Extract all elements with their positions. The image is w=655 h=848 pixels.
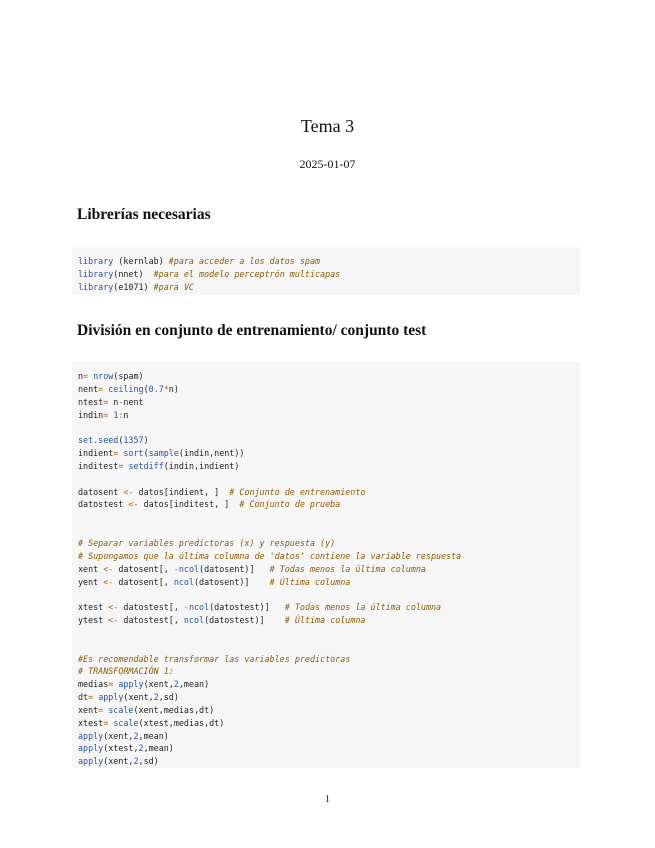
code-line — [78, 498, 574, 511]
code-token: apply — [118, 679, 144, 690]
code-token: datosent[, — [113, 563, 174, 574]
code-token: = — [118, 460, 124, 471]
code-token: medias — [78, 679, 109, 690]
code-token: set.seed — [78, 435, 119, 446]
code-line — [78, 665, 574, 678]
code-token: nrow — [93, 371, 114, 381]
code-token: setdiff — [128, 460, 164, 471]
code-comment: #para acceder a los datos spam — [168, 256, 321, 266]
code-token: 2 — [133, 756, 139, 767]
code-token: inditest — [78, 460, 119, 471]
code-token: n — [78, 371, 84, 381]
code-token: <- — [108, 615, 119, 626]
code-comment: # Conjunto de entrenamiento — [229, 486, 366, 497]
code-token: <- — [123, 486, 134, 497]
code-comment: #para VC — [153, 281, 194, 292]
code-token: (xent, — [123, 692, 154, 703]
code-token: datostest[, — [118, 615, 184, 626]
code-token: ncol — [188, 602, 210, 613]
code-line — [78, 255, 574, 268]
code-token: (datostest)] — [204, 615, 285, 626]
code-line — [78, 627, 574, 640]
code-token: 1 — [113, 409, 119, 420]
code-line — [78, 653, 574, 666]
code-line — [78, 678, 574, 691]
code-comment: # Todas menos la última columna — [284, 602, 442, 613]
code-token: = — [98, 704, 104, 715]
code-token: (datosent)] — [199, 563, 270, 574]
code-token: datostest[, — [118, 602, 184, 613]
code-token: datosent[, — [113, 576, 174, 587]
code-token: n — [123, 409, 129, 420]
document-title: Tema 3 — [300, 116, 355, 136]
code-comment: # Todas menos la última columna — [269, 563, 426, 574]
code-line — [78, 576, 574, 589]
code-token: (datosent)] — [194, 576, 270, 587]
code-token: (e1071) — [113, 281, 154, 292]
code-token: xtest — [78, 602, 109, 613]
code-token: dt — [78, 692, 89, 703]
code-token: <- — [103, 563, 114, 574]
code-token: ncol — [173, 576, 194, 587]
code-token: ceiling — [108, 383, 144, 394]
code-line — [78, 563, 574, 576]
code-token: datosent — [78, 486, 124, 497]
code-line — [78, 742, 574, 755]
code-token: ( — [143, 383, 149, 394]
code-token: ( — [143, 448, 149, 459]
code-line — [78, 550, 574, 563]
code-token: (nnet) — [113, 268, 154, 279]
code-token: datos[indient, ] — [133, 486, 230, 497]
code-token: = — [83, 371, 89, 381]
code-token: ( — [118, 435, 124, 446]
code-token: nent — [123, 396, 144, 407]
code-comment: #Es recomendable transformar las variables predictoras — [78, 653, 351, 664]
code-line — [78, 370, 574, 383]
code-token: (xent,medias,dt) — [133, 704, 215, 715]
code-token: ncol — [183, 615, 205, 626]
code-line — [78, 486, 574, 499]
code-token: sort — [123, 448, 144, 459]
code-token: library — [78, 268, 114, 279]
code-token: library — [78, 256, 114, 266]
code-token: = — [103, 717, 109, 728]
code-token: ,mean) — [138, 730, 169, 741]
code-token: - — [173, 563, 179, 574]
code-line — [78, 511, 574, 524]
code-token: library — [78, 281, 114, 292]
code-token: apply — [78, 756, 104, 767]
code-token: : — [118, 409, 124, 420]
code-line — [78, 691, 574, 704]
code-token: 2 — [153, 692, 159, 703]
code-line — [78, 396, 574, 409]
code-token: xtest — [78, 717, 104, 728]
code-token: ntest — [78, 396, 104, 407]
code-line — [78, 447, 574, 460]
code-token: (indin,indient) — [163, 460, 240, 471]
code-token: ytest — [78, 615, 109, 626]
code-line — [78, 601, 574, 614]
code-comment: # Última columna — [269, 576, 351, 587]
code-token: = — [113, 448, 119, 459]
code-line — [78, 460, 574, 473]
code-token: (kernlab) — [113, 256, 169, 266]
code-token: (datostest)] — [209, 602, 285, 613]
code-token: 1357 — [123, 435, 144, 446]
code-line — [78, 383, 574, 396]
code-comment: # Separar variables predictoras (x) y respuesta (y) — [78, 537, 336, 548]
code-token: ,sd) — [158, 692, 179, 703]
code-line — [78, 281, 574, 294]
code-token: apply — [98, 692, 124, 703]
code-token: = — [108, 679, 114, 690]
code-token: (xent, — [103, 730, 134, 741]
code-token: (spam) — [113, 371, 144, 381]
code-line — [78, 421, 574, 434]
code-token: indin — [78, 409, 104, 420]
code-block-division — [72, 362, 580, 768]
code-comment: # Conjunto de prueba — [239, 499, 341, 510]
code-comment: # TRANSFORMACIÓN 1: — [78, 666, 174, 677]
section-heading-division: División en conjunto de entrenamiento/ conjunto test — [77, 322, 427, 339]
code-comment: # Última columna — [284, 615, 366, 626]
code-token: (xtest,medias,dt) — [138, 717, 225, 728]
code-token: 2 — [173, 679, 179, 690]
code-line — [78, 717, 574, 730]
code-token: sample — [148, 448, 179, 459]
code-line — [78, 434, 574, 447]
section-heading-librerias: Librerías necesarias — [77, 206, 211, 223]
code-token: n — [108, 396, 119, 407]
code-token: - — [183, 602, 189, 613]
code-token: * — [163, 383, 169, 394]
code-token: xent — [78, 704, 99, 715]
code-token: ncol — [178, 563, 200, 574]
code-token: datos[inditest, ] — [138, 499, 240, 510]
code-token: = — [98, 383, 104, 394]
code-token: = — [88, 692, 94, 703]
code-token: ,mean) — [143, 743, 174, 754]
code-token: datostest — [78, 499, 129, 510]
code-token: 2 — [133, 730, 139, 741]
code-line — [78, 268, 574, 281]
code-token: n) — [168, 383, 179, 394]
code-line — [78, 473, 574, 486]
code-line — [78, 588, 574, 601]
document-date: 2025-01-07 — [299, 157, 356, 171]
code-token: apply — [78, 730, 104, 741]
code-block-librerias — [72, 247, 580, 295]
code-token: <- — [108, 602, 119, 613]
code-line — [78, 730, 574, 743]
code-token: - — [118, 396, 124, 407]
page-number: 1 — [325, 794, 330, 805]
code-token: nent — [78, 383, 99, 394]
code-token: (xent, — [143, 679, 174, 690]
code-token: = — [103, 396, 109, 407]
code-token: (xent, — [103, 756, 134, 767]
code-token: <- — [128, 499, 139, 510]
code-token: ,mean) — [178, 679, 210, 690]
code-token: <- — [103, 576, 114, 587]
code-token: ,sd) — [138, 756, 159, 767]
code-line — [78, 704, 574, 717]
code-token: apply — [78, 743, 104, 754]
code-token: 2 — [138, 743, 144, 754]
code-token: scale — [113, 717, 139, 728]
code-comment: # Supongamos que la última columna de 'datos' contiene la variable respuesta — [78, 550, 462, 561]
code-token: scale — [108, 704, 134, 715]
code-token: yent — [78, 576, 104, 587]
code-comment: #para el modelo perceptrón multicapas — [153, 268, 341, 279]
code-token: (xtest, — [103, 743, 139, 754]
code-line — [78, 537, 574, 550]
code-line — [78, 640, 574, 653]
code-token: 0.7 — [148, 383, 164, 394]
code-line — [78, 409, 574, 422]
code-line — [78, 755, 574, 768]
code-token: (indin,nent)) — [178, 448, 245, 459]
code-token: ) — [143, 435, 149, 446]
code-token: xent — [78, 563, 104, 574]
code-line — [78, 614, 574, 627]
code-token: indient — [78, 448, 114, 459]
code-line — [78, 524, 574, 537]
code-token: = — [103, 409, 109, 420]
